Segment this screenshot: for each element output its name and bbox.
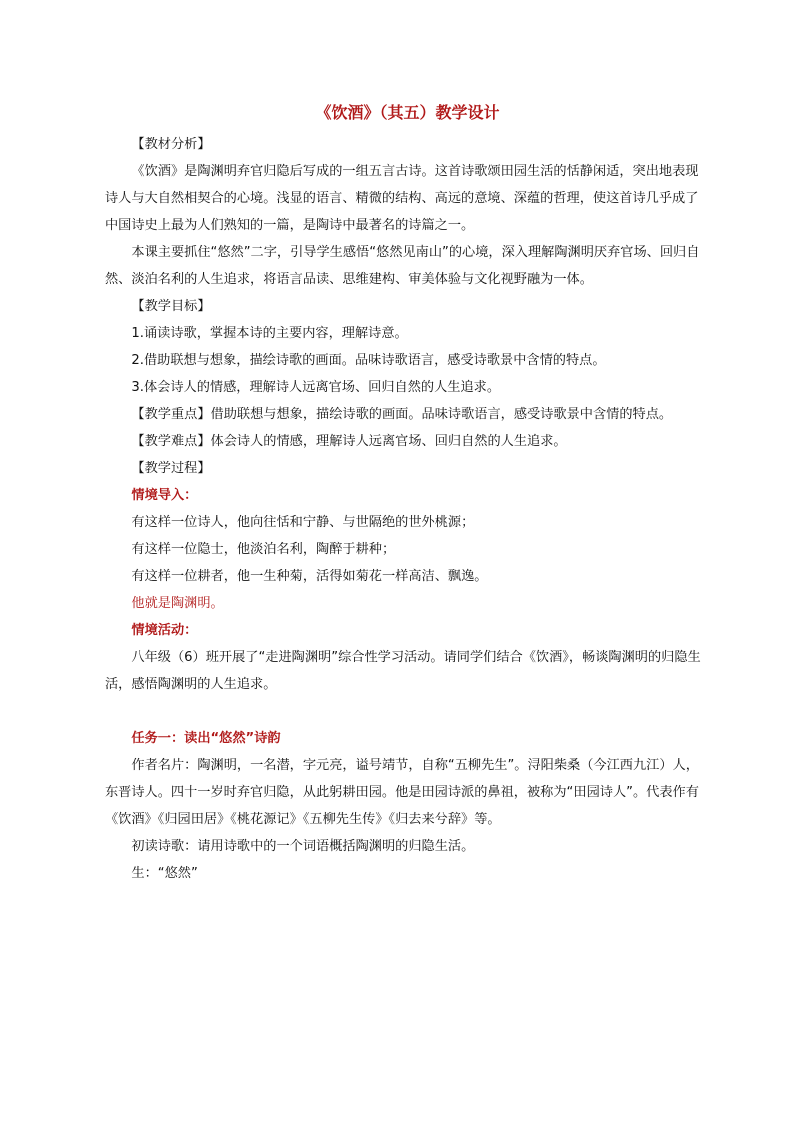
first-read-prompt: 初读诗歌：请用诗歌中的一个词语概括陶渊明的归隐生活。	[131, 839, 475, 854]
section-spacer	[105, 698, 710, 725]
focus-text: 借助联想与想象，描绘诗歌的画面。品味诗歌语言，感受诗歌景中含情的特点。	[210, 407, 673, 422]
analysis-heading: 【教材分析】	[131, 137, 211, 152]
activity-text: 八年级（6）班开展了“走进陶渊明”综合性学习活动。请同学们结合《饮酒》，畅谈陶渊明的归隐生活，感悟陶渊明的人生追求。	[105, 650, 701, 692]
task1-heading: 任务一：读出“悠然”诗韵	[131, 731, 281, 746]
intro-line-4: 他就是陶渊明。	[131, 596, 224, 611]
author-card: 作者名片：陶渊明，一名潜，字元亮，谥号靖节，自称“五柳先生”。浔阳柴桑（今江西九江）人，东晋诗人。四十一岁时弃官归隐，从此躬耕田园。他是田园诗派的鼻祖，被称为“田园诗人”。代表作有《饮酒》《归园田居》《桃花源记》《五柳先生传》《归去来兮辞》等。	[105, 758, 699, 827]
page-title: 《饮酒》（其五）教学设计	[315, 103, 500, 122]
process-heading: 【教学过程】	[131, 461, 211, 476]
analysis-paragraph-1: 《饮酒》是陶渊明弃官归隐后写成的一组五言古诗。这首诗歌颂田园生活的恬静闲适，突出地表现诗人与大自然相契合的心境。浅显的语言、精微的结构、高远的意境、深蕴的哲理，使这首诗几乎成了中国诗史上最为人们熟知的一篇，是陶诗中最著名的诗篇之一。	[105, 164, 699, 233]
intro-line-3: 有这样一位耕者，他一生种菊，活得如菊花一样高洁、飘逸。	[131, 569, 488, 584]
focus-heading: 【教学重点】	[131, 407, 211, 422]
intro-line-1: 有这样一位诗人，他向往恬和宁静、与世隔绝的世外桃源；	[131, 515, 475, 530]
intro-heading: 情境导入：	[131, 488, 198, 503]
goal-1: 1.诵读诗歌，掌握本诗的主要内容，理解诗意。	[131, 326, 408, 341]
goals-heading: 【教学目标】	[131, 299, 211, 314]
difficulty-paragraph	[105, 428, 710, 455]
focus-paragraph	[105, 401, 710, 428]
activity-heading: 情境活动：	[131, 623, 198, 638]
difficulty-heading: 【教学难点】	[131, 434, 211, 449]
intro-line-2: 有这样一位隐士，他淡泊名利，陶醉于耕种；	[131, 542, 396, 557]
analysis-paragraph-2: 本课主要抓住“悠然”二字，引导学生感悟“悠然见南山”的心境，深入理解陶渊明厌弃官场、回归自然、淡泊名利的人生追求，将语言品读、思维建构、审美体验与文化视野融为一体。	[105, 245, 700, 287]
goal-2: 2.借助联想与想象，描绘诗歌的画面。品味诗歌语言，感受诗歌景中含情的特点。	[131, 353, 606, 368]
student-answer: 生：“悠然”	[131, 866, 198, 881]
goal-3: 3.体会诗人的情感，理解诗人远离官场、回归自然的人生追求。	[131, 380, 501, 395]
difficulty-text: 体会诗人的情感，理解诗人远离官场、回归自然的人生追求。	[210, 434, 567, 449]
